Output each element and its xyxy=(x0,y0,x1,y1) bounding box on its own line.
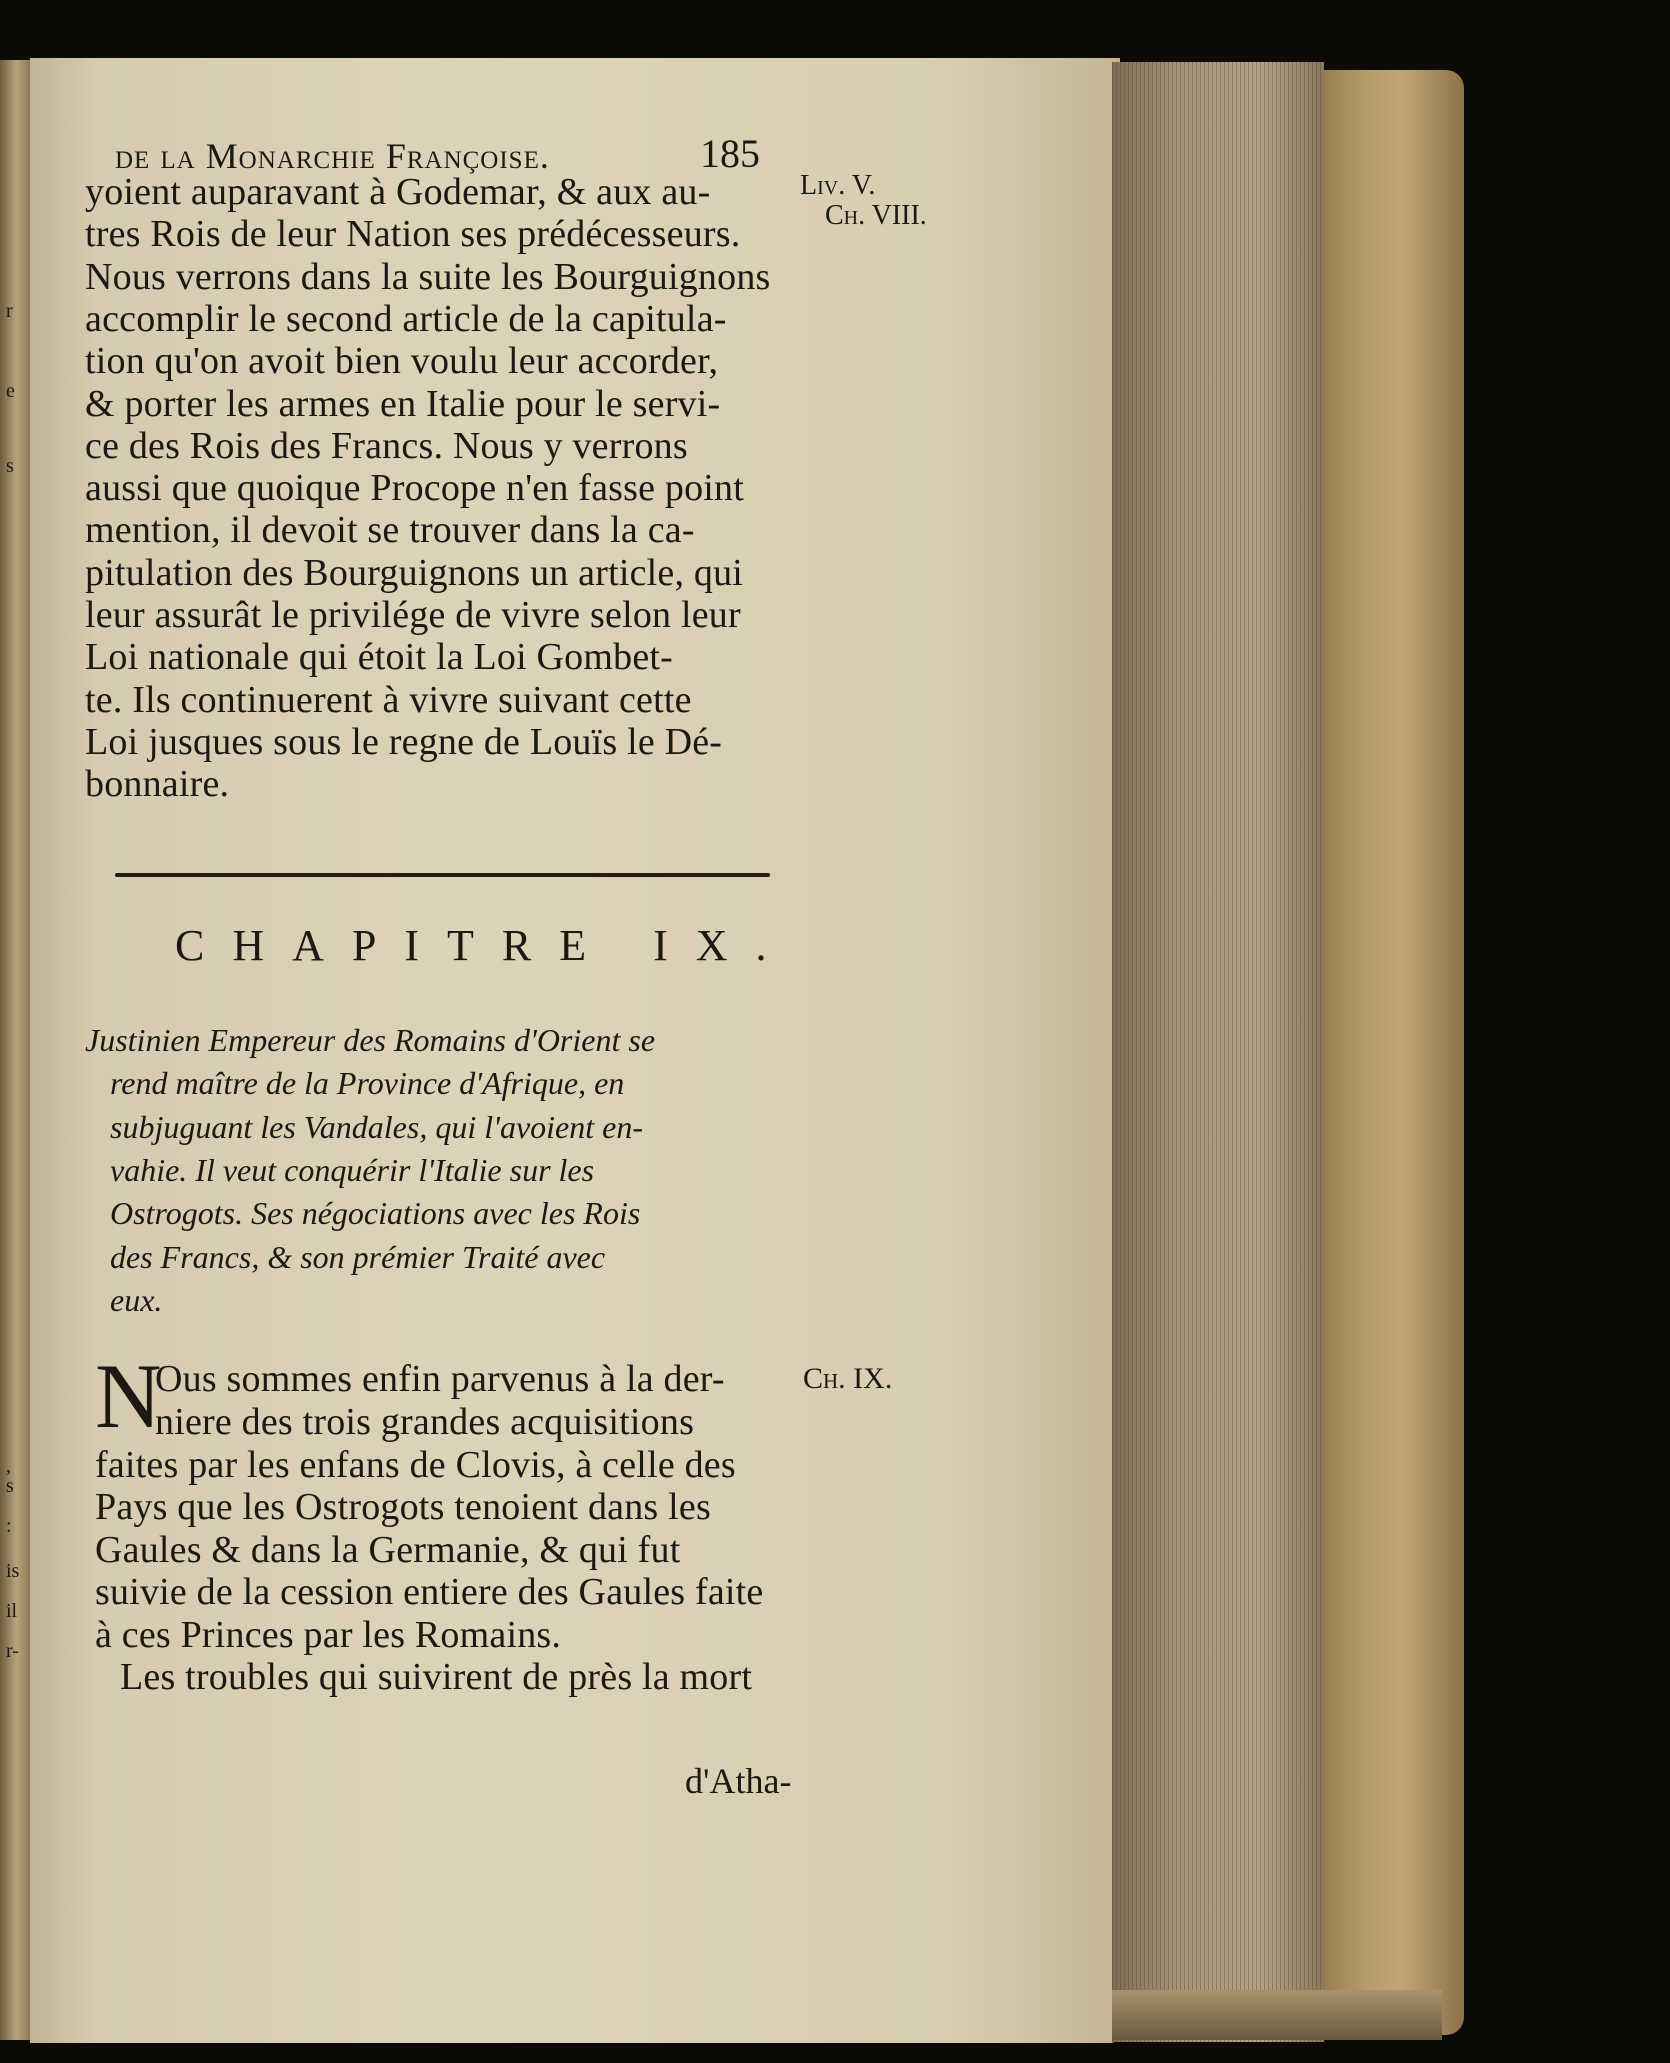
text-line: Nous verrons dans la suite les Bourguignons xyxy=(85,255,771,298)
facing-page-fragment: s xyxy=(6,1475,14,1497)
book-cover-edge xyxy=(1324,70,1464,2035)
text-line: te. Ils continuerent à vivre suivant cette xyxy=(85,678,692,721)
catchword: d'Atha- xyxy=(685,1761,792,1801)
text-line: & porter les armes en Italie pour le servi- xyxy=(85,382,721,425)
running-head: de la Monarchie Françoise. xyxy=(115,136,550,176)
text-line: faites par les enfans de Clovis, à celle des xyxy=(95,1443,736,1486)
facing-page-fragment: e xyxy=(6,380,15,402)
facing-page-fragment: r xyxy=(6,300,13,322)
page-number: 185 xyxy=(700,131,760,176)
text-line: Les troubles qui suivirent de près la mort xyxy=(120,1656,753,1698)
summary-line: des Francs, & son prémier Traité avec xyxy=(110,1238,606,1275)
text-line: Loi nationale qui étoit la Loi Gombet- xyxy=(85,636,674,679)
facing-page-fragment: il xyxy=(6,1600,18,1622)
page-edges xyxy=(1112,62,1324,2042)
text-line: Gaules & dans la Germanie, & qui fut xyxy=(95,1528,681,1571)
facing-page-fragment: : xyxy=(6,1515,12,1537)
summary-line: subjuguant les Vandales, qui l'avoient en- xyxy=(110,1108,643,1145)
text-line: tion qu'on avoit bien voulu leur accorder, xyxy=(85,340,719,383)
summary-line: Justinien Empereur des Romains d'Orient se xyxy=(85,1022,656,1058)
text-line: suivie de la cession entiere des Gaules faite xyxy=(95,1571,764,1613)
summary-line: eux. xyxy=(110,1281,163,1318)
text-line: accomplir le second article de la capitula- xyxy=(85,297,727,340)
text-line: mention, il devoit se trouver dans la ca- xyxy=(85,509,695,552)
facing-page-fragment: , xyxy=(6,1455,11,1477)
margin-note-chapter: Ch. VIII. xyxy=(825,200,927,231)
text-line: Pays que les Ostrogots tenoient dans les xyxy=(95,1486,711,1528)
text-line: tres Rois de leur Nation ses prédécesseurs. xyxy=(85,213,741,256)
paragraph-2-first-line: Ous sommes enfin parvenus à la der- xyxy=(155,1358,725,1400)
text-line: bonnaire. xyxy=(85,763,230,806)
summary-line: rend maître de la Province d'Afrique, en xyxy=(110,1065,625,1102)
facing-page-fragment: is xyxy=(6,1560,20,1582)
text-line: niere des trois grandes acquisitions xyxy=(155,1401,695,1443)
chapter-heading: CHAPITRE IX. xyxy=(175,921,795,970)
text-line: aussi que quoique Procope n'en fasse point xyxy=(85,467,745,510)
summary-line: vahie. Il veut conquérir l'Italie sur les xyxy=(110,1151,595,1188)
text-line: ce des Rois des Francs. Nous y verrons xyxy=(85,424,688,467)
text-line: Loi jusques sous le regne de Louïs le Dé- xyxy=(85,720,723,763)
summary-line: Ostrogots. Ses négociations avec les Rois xyxy=(110,1195,641,1232)
page-edges-bottom xyxy=(1112,1990,1442,2040)
chapter-rule xyxy=(115,873,770,877)
facing-page-edge xyxy=(0,60,30,2040)
margin-note-book: Liv. V. xyxy=(800,170,876,201)
drop-capital: N xyxy=(95,1345,162,1447)
margin-note-chapter-next: Ch. IX. xyxy=(803,1362,893,1395)
text-line: pitulation des Bourguignons un article, qui xyxy=(85,551,744,594)
facing-page-fragment: r- xyxy=(6,1640,19,1662)
facing-page-fragment: s xyxy=(6,455,14,477)
text-line: yoient auparavant à Godemar, & aux au- xyxy=(85,171,711,213)
text-line: à ces Princes par les Romains. xyxy=(95,1613,562,1656)
text-line: leur assurât le privilége de vivre selon leur xyxy=(85,594,741,636)
